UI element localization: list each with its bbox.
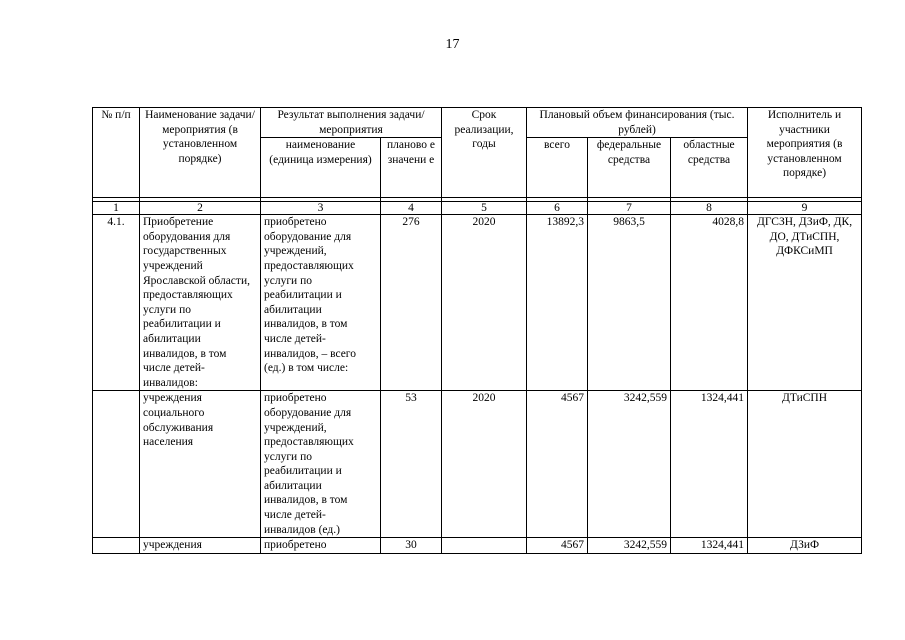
header-col-regional: областные средства — [671, 138, 748, 198]
column-number: 3 — [261, 202, 381, 215]
header-col-total: всего — [527, 138, 588, 198]
column-number: 4 — [381, 202, 442, 215]
total-amount: 4567 — [527, 391, 588, 538]
year: 2020 — [442, 215, 527, 391]
row-number: 4.1. — [93, 215, 140, 391]
result-name: приобретено оборудование для учреждений, предоставляющих услуги по реабилитации и абилитации инвалидов, в том числе детей-инвалидов, – всего (ед.) в том числе: — [261, 215, 381, 391]
planned-value: 30 — [381, 538, 442, 554]
column-number: 2 — [140, 202, 261, 215]
header-col-num: № п/п — [93, 108, 140, 198]
result-name: приобретено оборудование для учреждений, предоставляющих услуги по реабилитации и абилитации инвалидов, в том числе детей-инвалидов (ед.) — [261, 391, 381, 538]
header-col-name: Наименование задачи/ мероприятия (в установленном порядке) — [140, 108, 261, 198]
header-col-term: Срок реализации, годы — [442, 108, 527, 198]
executor: ДЗиФ — [748, 538, 862, 554]
table-row — [93, 215, 862, 391]
header-finance-group: Плановый объем финансирования (тыс. рублей) — [527, 108, 748, 138]
header-col-planned: планово е значени е — [381, 138, 442, 198]
header-col-executor: Исполнитель и участники мероприятия (в установленном порядке) — [748, 108, 862, 198]
year — [442, 538, 527, 554]
table-row — [93, 391, 862, 538]
header-col-federal: федеральные средства — [588, 138, 671, 198]
planned-value: 53 — [381, 391, 442, 538]
federal-amount: 9863,5 — [588, 215, 671, 391]
regional-amount: 1324,441 — [671, 538, 748, 554]
result-name: приобретено — [261, 538, 381, 554]
column-number: 6 — [527, 202, 588, 215]
task-name: учреждения социального обслуживания населения — [140, 391, 261, 538]
row-number — [93, 538, 140, 554]
header-result-group: Результат выполнения задачи/мероприятия — [261, 108, 442, 138]
column-number: 8 — [671, 202, 748, 215]
regional-amount: 4028,8 — [671, 215, 748, 391]
column-number: 5 — [442, 202, 527, 215]
column-number: 1 — [93, 202, 140, 215]
column-number: 7 — [588, 202, 671, 215]
page-number: 17 — [445, 37, 460, 52]
executor: ДТиСПН — [748, 391, 862, 538]
header-col-result-name: наименование (единица измерения) — [261, 138, 381, 198]
total-amount: 13892,3 — [527, 215, 588, 391]
total-amount: 4567 — [527, 538, 588, 554]
executor: ДГСЗН, ДЗиФ, ДК, ДО, ДТиСПН, ДФКСиМП — [748, 215, 862, 391]
planned-value: 276 — [381, 215, 442, 391]
financing-table — [92, 107, 862, 554]
federal-amount: 3242,559 — [588, 391, 671, 538]
header-row-1 — [93, 108, 862, 138]
regional-amount: 1324,441 — [671, 391, 748, 538]
year: 2020 — [442, 391, 527, 538]
table-row — [93, 538, 862, 554]
task-name: Приобретение оборудования для государственных учреждений Ярославской области, предоставляющих услуги по реабилитации и абилитации инвалидов, в том числе детей-инвалидов: — [140, 215, 261, 391]
column-number: 9 — [748, 202, 862, 215]
column-number-row — [93, 202, 862, 215]
federal-amount: 3242,559 — [588, 538, 671, 554]
row-number — [93, 391, 140, 538]
task-name: учреждения — [140, 538, 261, 554]
